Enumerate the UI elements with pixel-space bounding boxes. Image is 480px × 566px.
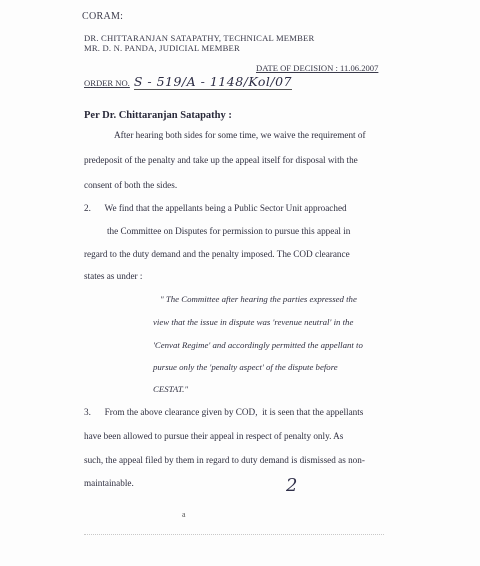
para3-line: such, the appeal filed by them in regard to duty demand is dismissed as non- — [84, 455, 365, 465]
order-label: ORDER NO. — [84, 78, 130, 88]
para1-line: consent of both the sides. — [84, 180, 178, 190]
technical-member: DR. CHITTARANJAN SATAPATHY, TECHNICAL MEMBER — [84, 33, 315, 43]
handwritten-signature: 2 — [286, 475, 298, 496]
quote-line: CESTAT." — [153, 384, 189, 394]
para3-line: maintainable. — [84, 478, 134, 488]
para2-line: regard to the duty demand and the penalty imposed. The COD clearance — [84, 249, 350, 259]
quote-line: 'Cenvat Regime' and accordingly permitted the appellant to — [153, 340, 363, 350]
judicial-member: MR. D. N. PANDA, JUDICIAL MEMBER — [84, 43, 240, 53]
order-number-row — [84, 74, 292, 90]
para3-line: have been allowed to pursue their appeal in respect of penalty only. As — [84, 431, 344, 441]
quote-line: pursue only the 'penalty aspect' of the dispute before — [153, 362, 338, 372]
quote-line: " The Committee after hearing the parties expressed the — [160, 294, 357, 304]
para1-line: predeposit of the penalty and take up the appeal itself for disposal with the — [84, 155, 358, 165]
per-heading: Per Dr. Chittaranjan Satapathy : — [84, 110, 232, 121]
quote-line: view that the issue in dispute was 'revenue neutral' in the — [153, 317, 354, 327]
footer-mark: a — [182, 510, 186, 519]
para3-line: 3. From the above clearance given by COD, it is seen that the appellants — [84, 407, 364, 417]
para1-line: After hearing both sides for some time, we waive the requirement of — [114, 130, 366, 140]
date-of-decision: DATE OF DECISION : 11.06.2007 — [256, 63, 379, 73]
para2-line: 2. We find that the appellants being a Public Sector Unit approached — [84, 203, 347, 213]
order-number-handwritten: S - 519/A - 1148/Kol/07 — [133, 74, 293, 89]
para2-line: the Committee on Disputes for permission to pursue this appeal in — [84, 226, 351, 236]
coram-heading: CORAM: — [82, 11, 124, 22]
page-bottom-divider — [84, 534, 384, 535]
para2-line: states as under : — [84, 271, 143, 281]
